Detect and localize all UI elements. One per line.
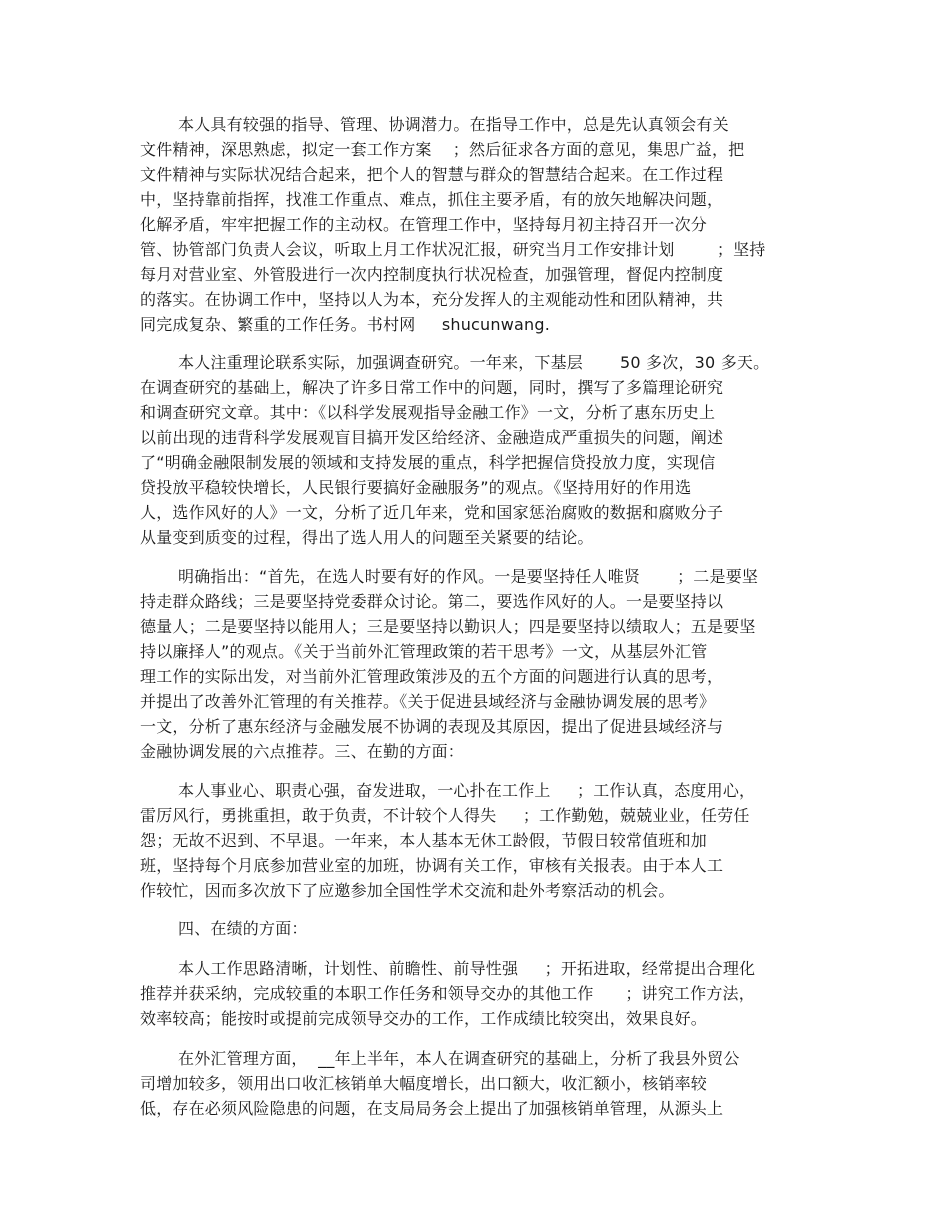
text-line: 司增加较多，领用出口收汇核销单大幅度增长，出口额大，收汇额小，核销率较 [140,1074,708,1093]
text-line: 并提出了改善外汇管理的有关推荐。《关于促进县域经济与金融协调发展的思考》 [140,692,716,711]
text-line: 本人具有较强的指导、管理、协调潜力。在指导工作中，总是先认真领会有关 [178,115,729,134]
text-line: 明确指出：“首先，在选人时要有好的作风。一是要坚持任人唯贤 ；二是要坚 [178,567,759,586]
text-line: 从量变到质变的过程，得出了选人用人的问题至关紧要的结论。 [140,528,594,547]
text-line: 作较忙，因而多次放下了应邀参加全国性学术交流和赴外考察活动的机会。 [140,881,675,900]
text-line: 效率较高；能按时或提前完成领导交办的工作，工作成绩比较突出，效果良好。 [140,1009,708,1028]
text-line: 贷投放平稳较快增长，人民银行要搞好金融服务”的观点。《坚持用好的作用选 [140,478,692,497]
text-line: 推荐并获采纳，完成较重的本职工作任务和领导交办的其他工作 ；讲究工作方法， [140,984,755,1003]
text-line: 雷厉风行，勇挑重担，敢于负责，不计较个人得失 ；工作勤勉，兢兢业业，任劳任 [140,806,750,825]
text-line: 人，选作风好的人》一文，分析了近几年来，党和国家惩治腐败的数据和腐败分子 [140,503,724,522]
text-line: 在外汇管理方面， __年上半年，本人在调查研究的基础上，分析了我县外贸公 [178,1049,740,1068]
text-line: 管、协管部门负责人会议，听取上月工作状况汇报，研究当月工作安排计划 ；坚持 [140,240,766,259]
text-line: 文件精神，深思熟虑，拟定一套工作方案 ；然后征求各方面的意见，集思广益，把 [140,140,745,159]
text-line: 以前出现的违背科学发展观盲目搞开发区给经济、金融造成严重损失的问题，阐述 [140,428,724,447]
text-line: 本人工作思路清晰，计划性、前瞻性、前导性强 ；开拓进取，经常提出合理化 [178,959,756,978]
text-line: 理工作的实际出发，对当前外汇管理政策涉及的五个方面的问题进行认真的思考， [140,667,724,686]
text-line: 一文，分析了惠东经济与金融发展不协调的表现及其原因，提出了促进县域经济与 [140,717,724,736]
text-line: 德量人；二是要坚持以能用人；三是要坚持以勤识人；四是要坚持以绩取人；五是要坚 [140,617,756,636]
text-line: 怨；无故不迟到、不早退。一年来，本人基本无休工龄假，节假日较常值班和加 [140,831,708,850]
text-line: 持以廉择人”的观点。《关于当前外汇管理政策的若干思考》一文，从基层外汇管 [140,642,708,661]
text-line: 和调查研究文章。其中：《以科学发展观指导金融工作》一文，分析了惠东历史上 [140,403,716,422]
text-line: 持走群众路线；三是要坚持党委群众讨论。第二，要选作风好的人。一是要坚持以 [140,592,724,611]
text-line: 文件精神与实际状况结合起来，把个人的智慧与群众的智慧结合起来。在工作过程 [140,165,724,184]
text-line: 班，坚持每个月底参加营业室的加班，协调有关工作，审核有关报表。由于本人工 [140,856,724,875]
text-line: 本人事业心、职责心强，奋发进取，一心扑在工作上 ；工作认真，态度用心， [178,781,756,800]
text-line: 同完成复杂、繁重的工作任务。书村网 shucunwang. [140,315,550,334]
text-line: 了“明确金融限制发展的领域和支持发展的重点，科学把握信贷投放力度，实现信 [140,453,716,472]
text-line: 在调查研究的基础上，解决了许多日常工作中的问题，同时，撰写了多篇理论研究 [140,378,724,397]
text-line: 化解矛盾，牢牢把握工作的主动权。在管理工作中，坚持每月初主持召开一次分 [140,215,708,234]
text-line: 中，坚持靠前指挥，找准工作重点、难点，抓住主要矛盾，有的放矢地解决问题， [140,190,724,209]
text-line: 四、在绩的方面： [178,919,308,938]
text-line: 金融协调发展的六点推荐。三、在勤的方面： [140,742,465,761]
text-line: 本人注重理论联系实际，加强调查研究。一年来，下基层 50 多次，30 多天。 [178,353,770,372]
text-line: 每月对营业室、外管股进行一次内控制度执行状况检查，加强管理，督促内控制度 [140,265,724,284]
text-line: 的落实。在协调工作中，坚持以人为本，充分发挥人的主观能动性和团队精神，共 [140,290,724,309]
text-line: 低，存在必须风险隐患的问题，在支局局务会上提出了加强核销单管理，从源头上 [140,1099,724,1118]
